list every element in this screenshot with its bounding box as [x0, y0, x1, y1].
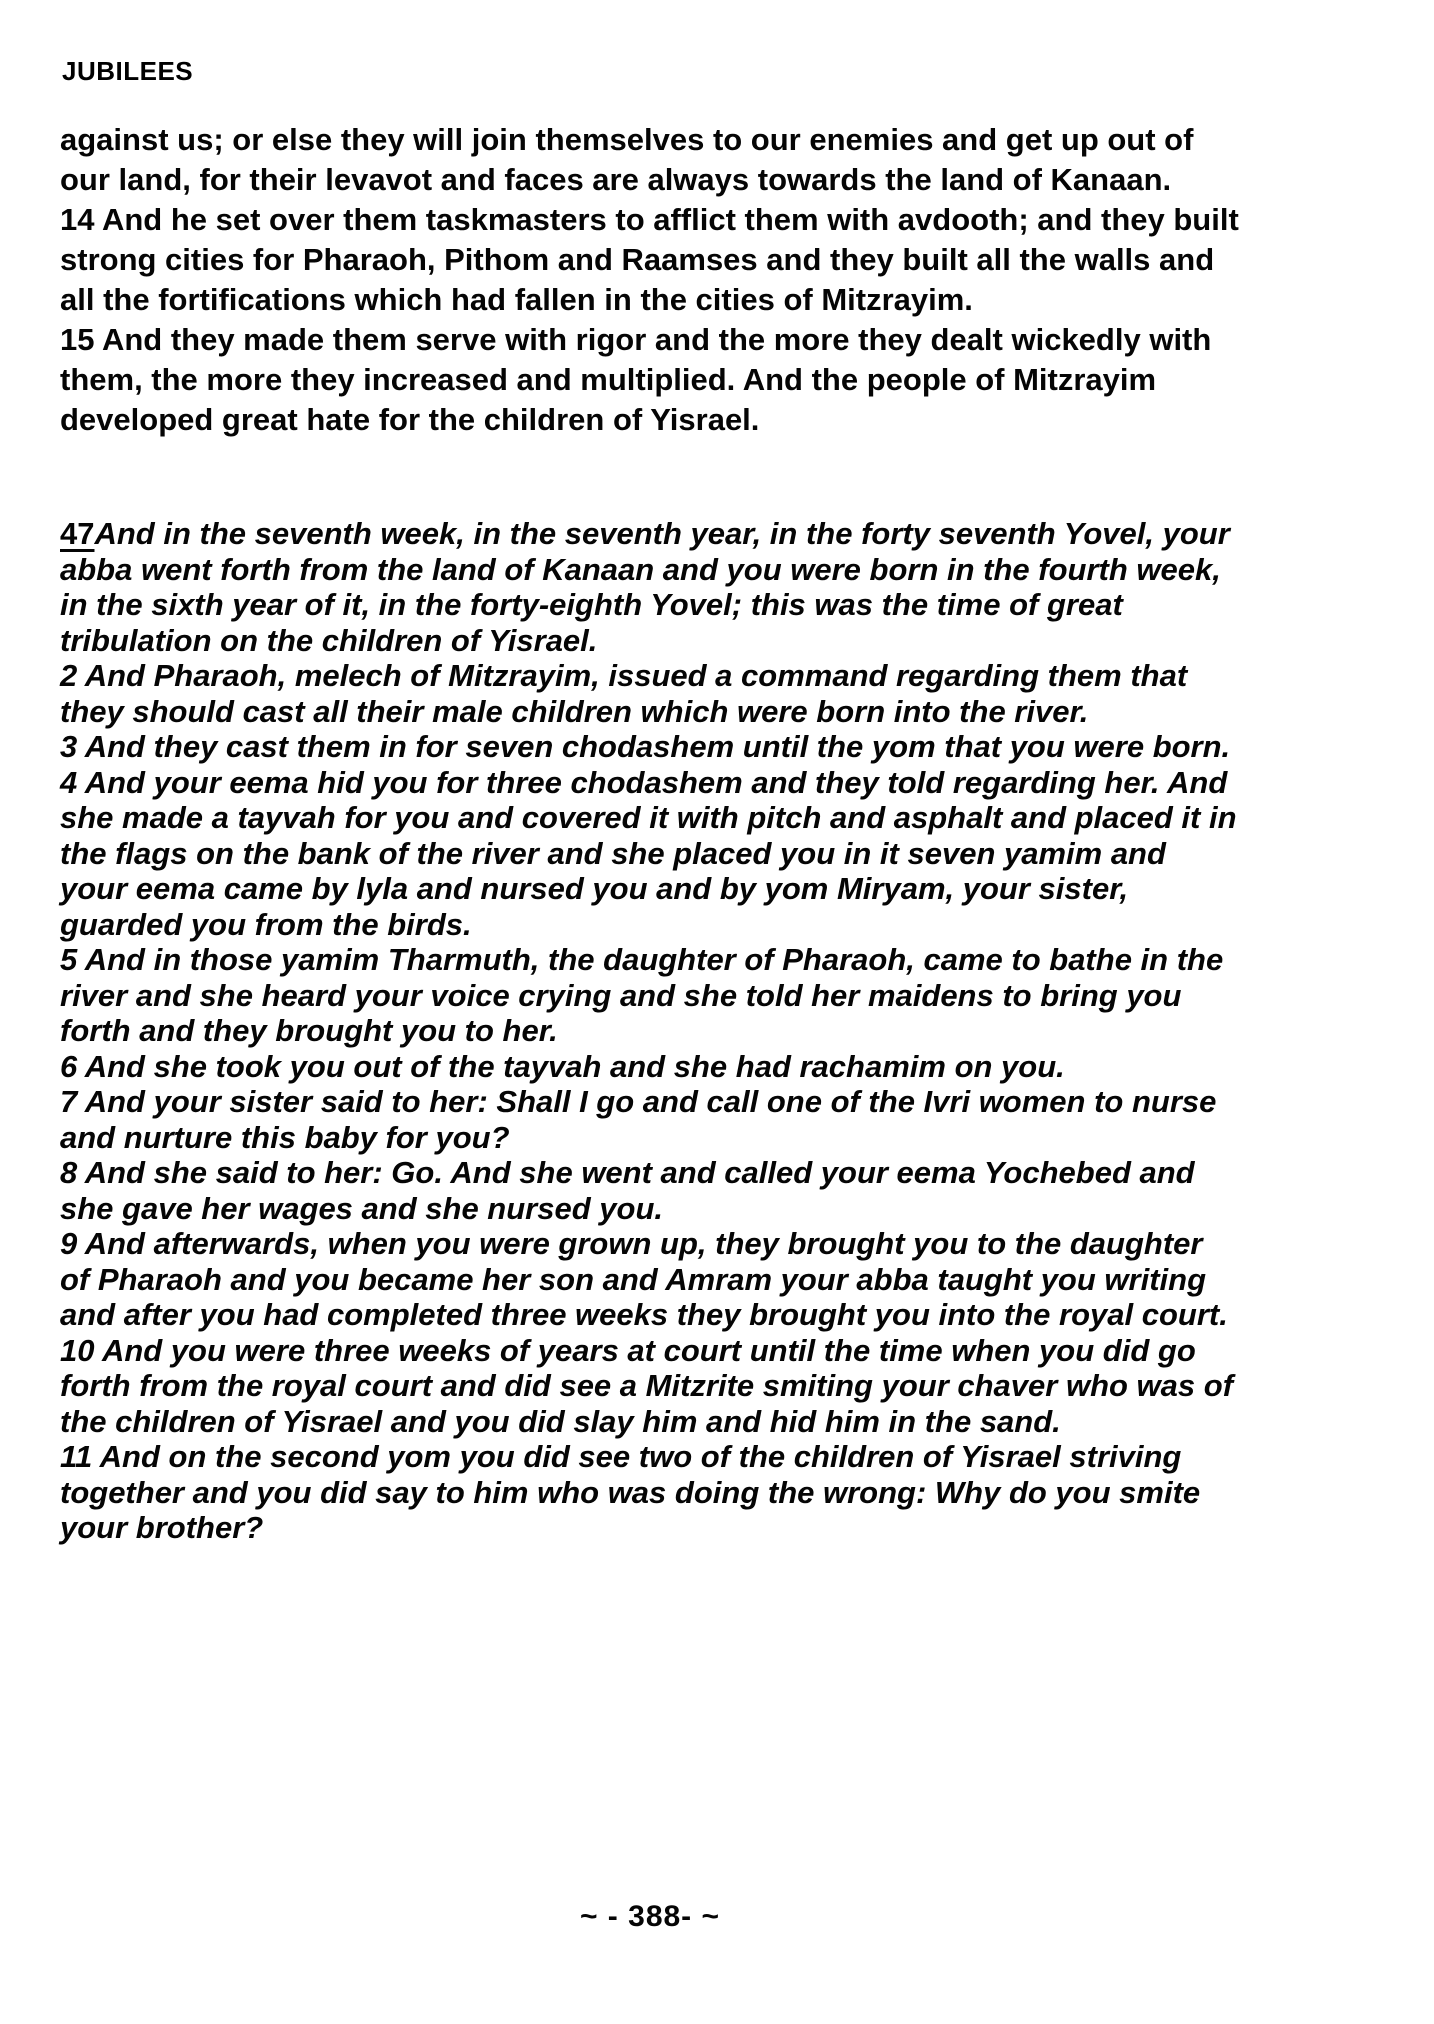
verse-14-paragraph: 14 And he set over them taskmasters to afflict them with avdooth; and they built strong cities for Pharaoh, Pithom and Raamses and they built all the walls and all the fortifications which had fallen in the cities of Mitzrayim. [60, 202, 1239, 317]
continuation-paragraph: against us; or else they will join themselves to our enemies and get up out of our land, for their levavot and faces are always towards the land of Kanaan. [60, 122, 1194, 197]
verse-15-paragraph: 15 And they made them serve with rigor and the more they dealt wickedly with them, the more they increased and multiplied. And the people of Mitzrayim developed great hate for the children of Yisrael. [60, 322, 1212, 437]
verse-2-paragraph: 2 And Pharaoh, melech of Mitzrayim, issued a command regarding them that they should cast all their male children which were born into the river. [60, 658, 1188, 729]
verse-3-paragraph: 3 And they cast them in for seven chodashem until the yom that you were born. [60, 729, 1231, 764]
verse-4-paragraph: 4 And your eema hid you for three chodashem and they told regarding her. And she made a tayvah for you and covered it with pitch and asphalt and placed it in the flags on the bank of the river and she placed you in it seven yamim and your eema came by lyla and nursed you and by yom Miryam, your sister, guarded you from the birds. [60, 764, 1237, 942]
chapter-number: 47 [60, 516, 95, 551]
verse-9-paragraph: 9 And afterwards, when you were grown up, they brought you to the daughter of Pharaoh and you became her son and Amram your abba taught you writing and after you had completed three weeks they brought you into the royal court. [60, 1226, 1228, 1332]
chapter-47-section [60, 516, 1240, 1546]
verse-6-paragraph: 6 And she took you out of the tayvah and she had rachamim on you. [60, 1048, 1065, 1084]
page-number: ~ - 388- ~ [579, 1900, 721, 1933]
regular-verses-section [60, 120, 1240, 440]
chapter-opening-paragraph [60, 516, 1240, 658]
book-title-header: JUBILEES [62, 56, 194, 86]
verse-8-paragraph: 8 And she said to her: Go. And she went and called your eema Yochebed and she gave her wages and she nursed you. [60, 1155, 1195, 1226]
verse-11-paragraph: 11 And on the second yom you did see two of the children of Yisrael striving together and you did say to him who was doing the wrong: Why do you smite your brother? [60, 1439, 1201, 1545]
chapter-opening-text: And in the seventh week, in the seventh year, in the forty seventh Yovel, your abba went forth from the land of Kanaan and you were born in the fourth week, in the sixth year of it, in the forty-eighth Yovel; this was the time of great tribulation on the children of Yisrael. [60, 516, 1230, 658]
verse-7-paragraph: 7 And your sister said to her: Shall I go and call one of the Ivri women to nurse and nurture this baby for you? [60, 1084, 1217, 1155]
verse-5-paragraph: 5 And in those yamim Tharmuth, the daughter of Pharaoh, came to bathe in the river and she heard your voice crying and she told her maidens to bring you forth and they brought you to her. [60, 942, 1224, 1048]
verse-10-paragraph: 10 And you were three weeks of years at court until the time when you did go forth from the royal court and did see a Mitzrite smiting your chaver who was of the children of Yisrael and you did slay him and hid him in the sand. [60, 1332, 1234, 1439]
text-column [60, 120, 1240, 1546]
